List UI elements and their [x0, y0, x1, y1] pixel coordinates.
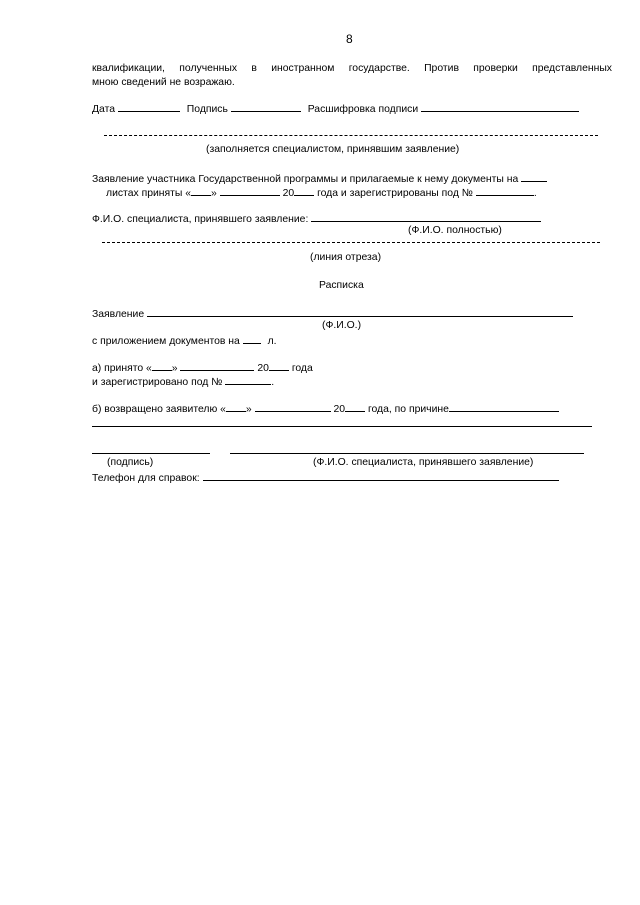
- receipt-attachments-label: с приложением документов на: [92, 336, 240, 347]
- receipt-sheets-field[interactable]: [243, 333, 261, 344]
- intro-line-1: квалификации, полученных в иностранном государстве. Против проверки представленных: [92, 63, 612, 74]
- specialist-fio-field[interactable]: [311, 211, 541, 222]
- receipt-returned-month-field[interactable]: [255, 401, 331, 412]
- receipt-accepted-month-field[interactable]: [180, 360, 254, 371]
- receipt-fio-caption: (Ф.И.О.): [322, 320, 362, 331]
- cut-line-label: (линия отреза): [310, 252, 382, 263]
- statement-quote-close: »: [211, 188, 217, 199]
- dashed-separator-1: [104, 135, 598, 136]
- receipt-phone-field[interactable]: [203, 470, 559, 481]
- statement-day-field[interactable]: [191, 185, 211, 196]
- receipt-returned-row: [92, 401, 559, 416]
- receipt-accepted-year-prefix: 20: [257, 363, 269, 374]
- receipt-applicant-fio-field[interactable]: [147, 306, 573, 317]
- statement-line-2: [106, 185, 537, 200]
- receipt-specialist-line[interactable]: [230, 453, 584, 454]
- receipt-signature-line[interactable]: [92, 453, 210, 454]
- receipt-phone-row: [92, 470, 559, 485]
- date-label: Дата: [92, 104, 116, 115]
- receipt-returned-year-prefix: 20: [333, 404, 346, 415]
- receipt-accepted-day-field[interactable]: [152, 360, 172, 371]
- receipt-returned-day-field[interactable]: [226, 401, 246, 412]
- receipt-accepted-year-field[interactable]: [269, 360, 289, 371]
- statement-year-prefix: 20: [282, 188, 295, 199]
- receipt-returned-reason-label: года, по причине: [367, 404, 449, 415]
- statement-registered-text: года и зарегистрированы под №: [317, 188, 473, 199]
- receipt-returned-label: б) возвращено заявителю «: [92, 404, 226, 415]
- receipt-title: Расписка: [319, 280, 364, 291]
- specialist-fio-caption: (Ф.И.О. полностью): [408, 225, 502, 236]
- statement-year-field[interactable]: [294, 185, 314, 196]
- receipt-accepted-year-label: года: [291, 363, 313, 374]
- receipt-accepted-label: а) принято «: [92, 363, 152, 374]
- specialist-fio-label: Ф.И.О. специалиста, принявшего заявление:: [92, 214, 309, 225]
- intro-line-2: мною сведений не возражаю.: [92, 77, 235, 88]
- specialist-note: (заполняется специалистом, принявшим заявление): [206, 144, 460, 155]
- receipt-registered-label: и зарегистрировано под №: [92, 377, 223, 388]
- receipt-accepted-quote: »: [171, 363, 178, 374]
- statement-month-field[interactable]: [220, 185, 280, 196]
- page-number: 8: [346, 32, 353, 46]
- signature-row: [92, 101, 579, 116]
- receipt-application-label: Заявление: [92, 309, 145, 320]
- receipt-sheets-unit: л.: [267, 336, 277, 347]
- decoding-field[interactable]: [421, 101, 579, 112]
- receipt-returned-quote: »: [245, 404, 252, 415]
- receipt-reg-number-field[interactable]: [225, 374, 271, 385]
- receipt-registered-period: .: [271, 377, 275, 388]
- statement-line-1: [92, 171, 547, 186]
- receipt-phone-label: Телефон для справок:: [92, 473, 200, 484]
- signature-label: Подпись: [186, 104, 228, 115]
- date-field[interactable]: [118, 101, 180, 112]
- sheets-count-field[interactable]: [521, 171, 547, 182]
- receipt-reason-field[interactable]: [449, 401, 559, 412]
- receipt-accepted-row: [92, 360, 313, 375]
- statement-accepted-text: листах приняты «: [106, 188, 192, 199]
- receipt-returned-year-field[interactable]: [345, 401, 365, 412]
- receipt-registered-row: [92, 374, 274, 389]
- signature-field[interactable]: [231, 101, 301, 112]
- statement-reg-number-field[interactable]: [476, 185, 534, 196]
- receipt-reason-continuation-line[interactable]: [92, 426, 592, 427]
- statement-text: Заявление участника Государственной программы и прилагаемые к нему документы на: [92, 174, 519, 185]
- decoding-label: Расшифровка подписи: [307, 104, 419, 115]
- cut-line: [102, 242, 600, 243]
- receipt-attachments-row: [92, 333, 277, 348]
- receipt-signature-caption: (подпись): [107, 457, 154, 468]
- receipt-specialist-caption: (Ф.И.О. специалиста, принявшего заявление): [313, 457, 534, 468]
- statement-period: .: [533, 188, 537, 199]
